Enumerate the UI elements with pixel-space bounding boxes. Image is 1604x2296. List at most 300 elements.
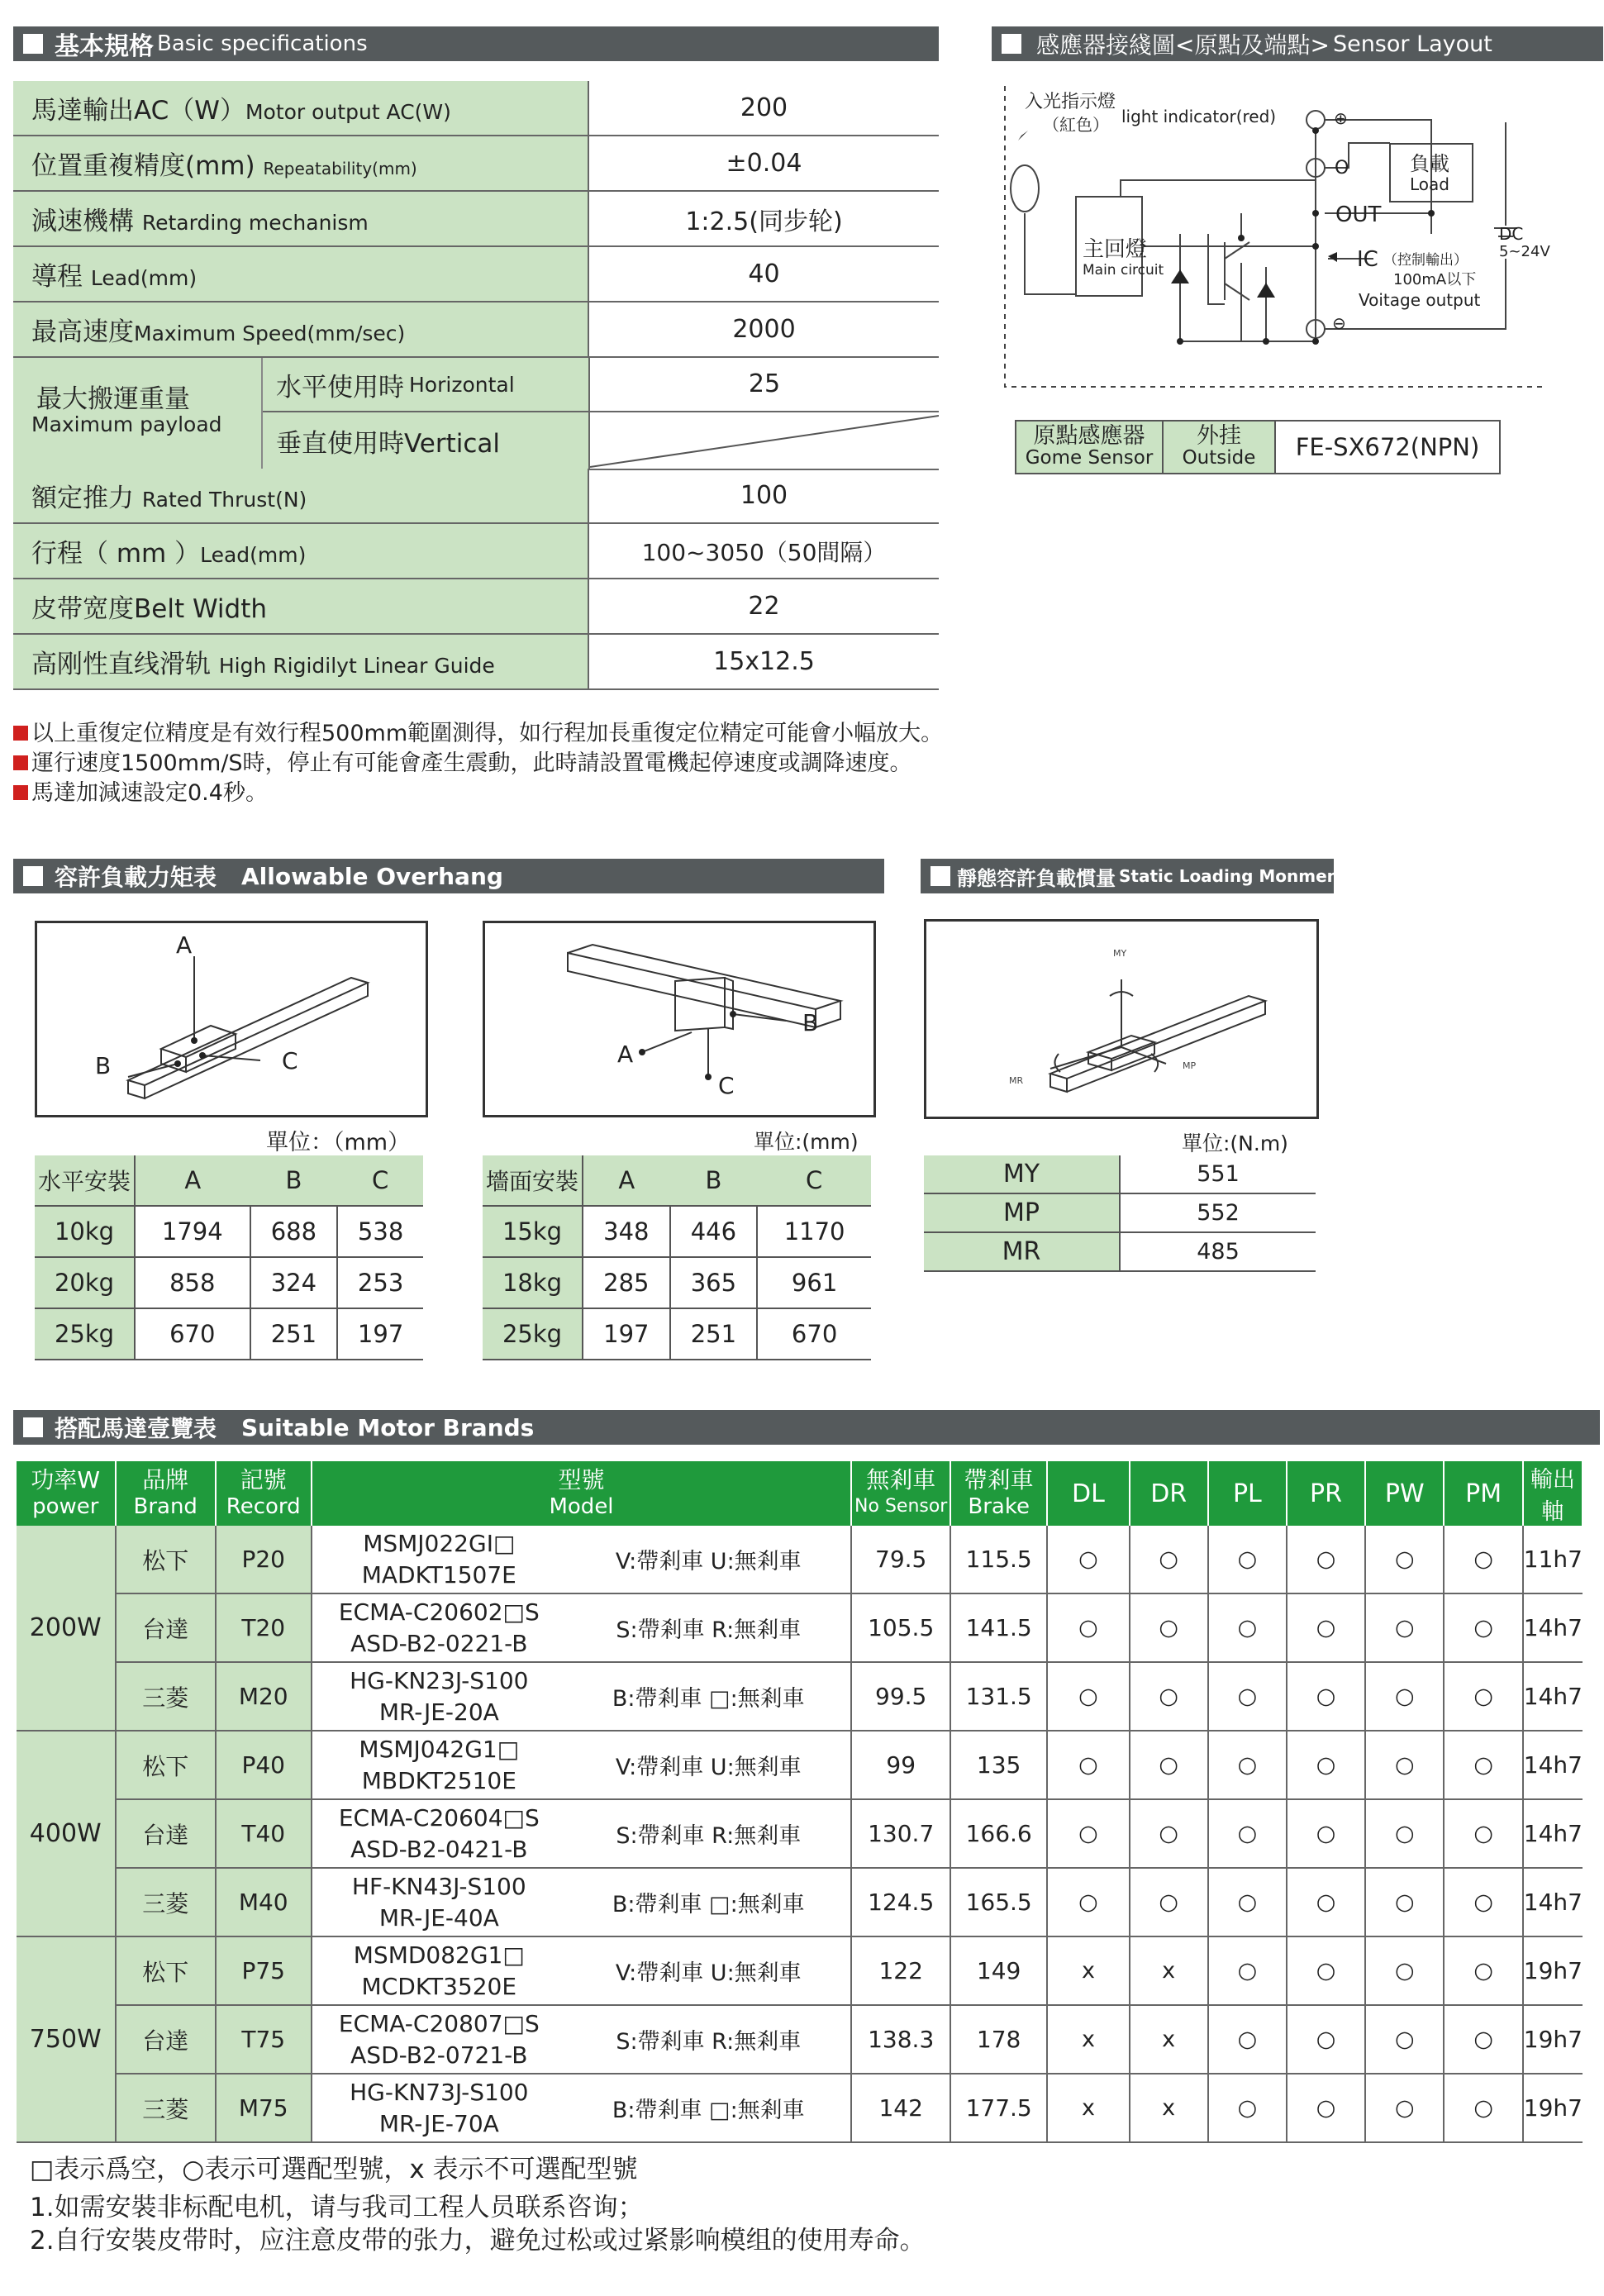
actuator-horizontal-drawing [37,923,426,1115]
spec-label-zh: 馬達輸出AC（W） [31,96,245,126]
brake-length: 149 [950,1936,1047,2005]
option-mark: ○ [1208,2074,1287,2142]
spec-label-en: Retarding mechanism [141,211,369,235]
square-bullet-icon [23,866,43,886]
option-mark: ○ [1365,1936,1444,2005]
sensor-header [992,26,1603,61]
payload-vertical-text: 垂直使用時Vertical [276,428,501,459]
shaft-cell: 14h7 [1523,1593,1583,1662]
payload-vertical-label [263,412,590,469]
table-header-row [17,1461,1583,1526]
table-row [17,1526,1583,1593]
col-shaft: 輸出軸 [1523,1461,1583,1526]
table-row: MP 552 [924,1193,1316,1232]
load-zh: 負載 [1410,152,1449,175]
indicator-en: light indicator(red) [1121,107,1277,126]
spec-value: 1:2.5(同步轮) [588,191,939,246]
option-mark: ○ [1444,2005,1522,2074]
table-row [17,1731,1583,1799]
static-moment-header [921,859,1347,893]
note-item: 馬達加減速設定0.4秒。 [13,779,943,808]
col-dl: DL [1047,1461,1129,1526]
ic-label: IC [1357,247,1378,272]
horizontal-mount-figure [35,921,428,1117]
option-mark: x [1130,1936,1208,2005]
model-line-1: HF-KN43J-S100 [351,1872,526,1900]
specs-header [13,26,939,61]
brake-code-cell: V:帶剎車 U:無剎車 [566,1526,851,1593]
table-row: 15kg 348 446 1170 [483,1206,871,1257]
sensor-mount-en: Outside [1182,447,1256,469]
wall-mount-figure [483,921,876,1117]
table-row [17,1662,1583,1731]
table-row: 18kg 285 365 961 [483,1257,871,1308]
record-cell: M20 [216,1662,312,1731]
brake-length: 166.6 [950,1799,1047,1868]
spec-label-en: Lead(mm) [200,543,307,567]
option-mark: ○ [1047,1799,1129,1868]
indicator-zh-2: （紅色） [1043,115,1109,135]
record-cell: P75 [216,1936,312,2005]
spec-label-zh: 減速機構 [31,207,134,236]
model-cell [312,1731,567,1799]
motor-brands-table [17,1461,1583,2143]
model-cell [312,2074,567,2142]
model-line-1: MSMD082G1□ [353,1941,525,1969]
fig-label-c: C [282,1047,298,1074]
payload-vertical-empty-slash [590,412,939,469]
spec-value: 22 [588,579,939,634]
note-line: 1.如需安裝非标配电机，请与我司工程人员联系咨询； [30,2193,644,2222]
model-cell [312,1662,567,1731]
spec-value: ±0.04 [588,136,939,191]
spec-value: 200 [588,81,939,136]
model-line-2: MR-JE-40A [378,1903,499,1932]
model-line-2: MR-JE-20A [378,1698,499,1726]
brake-code-cell: B:帶剎車 □:無剎車 [566,1868,851,1936]
option-mark: ○ [1444,1526,1522,1593]
record-cell: T40 [216,1799,312,1868]
brand-cell: 松下 [116,1526,216,1593]
model-line-2: ASD-B2-0721-B [350,2041,528,2069]
no-brake-length: 142 [851,2074,950,2142]
spec-notes [13,719,943,808]
shaft-cell: 11h7 [1523,1526,1583,1593]
model-line-2: MADKT1507E [361,1560,516,1589]
brake-length: 141.5 [950,1593,1047,1662]
spec-label-en: Belt Width [134,594,268,624]
sensor-header-en: Sensor Layout [1332,31,1492,57]
dc-range: 5~24V [1499,243,1550,260]
spec-label-zh: 額定推力 [31,483,134,513]
static-moment-unit: 單位:(N.m) [1182,1131,1288,1155]
option-mark: ○ [1365,1799,1444,1868]
note-line: 2.自行安裝皮带时，应注意皮带的张力，避免过松或过紧影响模组的使用寿命。 [30,2226,926,2256]
record-cell: M75 [216,2074,312,2142]
option-mark: ○ [1287,1526,1365,1593]
spec-value: 40 [588,246,939,302]
model-line-1: HG-KN73J-S100 [350,2078,529,2106]
sensor-row [1016,421,1500,474]
option-mark: ○ [1208,1526,1287,1593]
spec-value: 100~3050（50間隔） [588,523,939,579]
horizontal-mount-table [35,1155,423,1360]
model-cell [312,2005,567,2074]
load-en: Load [1410,174,1449,194]
brand-cell: 三菱 [116,2074,216,2142]
option-mark: ○ [1444,1731,1522,1799]
record-cell: T20 [216,1593,312,1662]
col-model: 型號 Model [312,1461,852,1526]
spec-label-zh: 高刚性直线滑轨 [31,650,211,679]
brand-cell: 台達 [116,1593,216,1662]
square-bullet-icon [23,1417,43,1437]
col-pw: PW [1365,1461,1444,1526]
model-cell [312,1868,567,1936]
red-square-icon [13,755,28,770]
brake-code-cell: S:帶剎車 R:無剎車 [566,1799,851,1868]
square-bullet-icon [1002,34,1021,54]
sensor-wiring-diagram [1002,81,1564,395]
static-moment-table [924,1155,1316,1272]
option-mark: ○ [1287,1593,1365,1662]
option-mark: ○ [1365,2005,1444,2074]
option-mark: ○ [1047,1526,1129,1593]
fig-label-mp: MP [1183,1060,1197,1071]
record-cell: T75 [216,2005,312,2074]
shaft-cell: 14h7 [1523,1731,1583,1799]
spec-row [13,191,939,246]
overhang-unit-1: 單位：（mm） [266,1130,411,1155]
option-mark: ○ [1047,1731,1129,1799]
option-mark: ○ [1287,1868,1365,1936]
spec-row [13,246,939,302]
static-moment-header-en: Static Loading Monment [1119,866,1347,886]
out-label: OUT [1335,202,1382,227]
option-mark: ○ [1444,1662,1522,1731]
overhang-header-en: Allowable Overhang [241,862,503,890]
option-mark: ○ [1130,1662,1208,1731]
brand-cell: 松下 [116,1731,216,1799]
model-cell [312,1526,567,1593]
power-cell: 750W [17,1936,116,2142]
payload-horizontal-zh: 水平使用時 [276,372,404,403]
table-header-row [483,1155,871,1206]
square-bullet-icon [931,866,950,886]
brake-code-cell: B:帶剎車 □:無剎車 [566,2074,851,2142]
fig-label-mr: MR [1009,1075,1024,1086]
table-header-row [35,1155,423,1206]
red-square-icon [13,726,28,741]
fig-label-a: A [617,1041,634,1068]
option-mark: x [1130,2074,1208,2142]
main-circuit-en: Main circuit [1083,262,1164,279]
option-mark: ○ [1130,1799,1208,1868]
no-brake-length: 99.5 [851,1662,950,1731]
record-cell: P20 [216,1526,312,1593]
spec-label-zh: 皮带宽度 [31,594,134,624]
motor-table-body [17,1526,1583,2142]
model-line-2: ASD-B2-0421-B [350,1835,528,1863]
model-line-2: MBDKT2510E [361,1766,516,1794]
spec-row [13,523,939,579]
spec-value: 15x12.5 [588,634,939,689]
col-brand: 品牌 Brand [116,1461,216,1526]
spec-row [13,81,939,136]
spec-row [13,579,939,634]
option-mark: ○ [1287,1936,1365,2005]
motors-header-en: Suitable Motor Brands [241,1413,535,1441]
sensor-model: FE-SX672(NPN) [1275,421,1500,474]
brake-length: 177.5 [950,2074,1047,2142]
option-mark: ○ [1047,1868,1129,1936]
brake-code-cell: V:帶剎車 U:無剎車 [566,1731,851,1799]
option-mark: ○ [1130,1526,1208,1593]
col-header: B [250,1155,338,1206]
spec-value: 2000 [588,302,939,357]
terminal-minus: ⊖ [1332,313,1346,333]
shaft-cell: 14h7 [1523,1662,1583,1731]
spec-label-zh: 導程 [31,262,83,292]
brake-code-cell: V:帶剎車 U:無剎車 [566,1936,851,2005]
fig-label-c: C [718,1072,735,1099]
brand-cell: 台達 [116,1799,216,1868]
model-cell [312,1799,567,1868]
table-row [17,2074,1583,2142]
model-line-2: ASD-B2-0221-B [350,1629,528,1657]
table-row [17,1868,1583,1936]
brake-length: 115.5 [950,1526,1047,1593]
payload-label-en: Maximum payload [31,412,222,436]
table-row: 10kg 1794 688 538 [35,1206,423,1257]
spec-row [13,634,939,689]
note-item: 以上重復定位精度是有效行程500mm範圍測得，如行程加長重復定位精定可能會小幅放大。 [13,719,943,749]
spec-label-en: High Rigidilyt Linear Guide [218,654,495,678]
option-mark: ○ [1208,1662,1287,1731]
shaft-cell: 19h7 [1523,2005,1583,2074]
note-item: 運行速度1500mm/S時，停止有可能會產生震動，此時請設置電機起停速度或調降速度。 [13,749,943,779]
option-mark: ○ [1208,1731,1287,1799]
option-mark: x [1130,2005,1208,2074]
option-mark: ○ [1208,1593,1287,1662]
option-mark: ○ [1287,1731,1365,1799]
option-mark: ○ [1208,1799,1287,1868]
sensor-type-en: Gome Sensor [1025,447,1154,469]
sensor-header-zh: 感應器接綫圖<原點及端點> [1036,31,1330,59]
overhang-header-zh: 容許負載力矩表 [55,864,217,891]
record-cell: M40 [216,1868,312,1936]
spec-label-zh: 行程（ mm ） [31,539,201,569]
option-mark: ○ [1444,1799,1522,1868]
model-line-1: MSMJ022GI□ [363,1529,516,1557]
brake-length: 131.5 [950,1662,1047,1731]
col-pr: PR [1287,1461,1365,1526]
option-mark: x [1047,2005,1129,2074]
horizontal-title: 水平安裝 [35,1155,135,1206]
fig-label-b: B [802,1009,819,1036]
indicator-zh: 入光指示燈 [1025,92,1116,112]
payload-label-zh: 最大搬運重量 [36,384,190,414]
fig-label-a: A [176,931,193,959]
payload-horizontal-value: 25 [590,358,939,412]
terminal-plus: ⊕ [1334,108,1348,128]
option-mark: ○ [1444,1868,1522,1936]
option-mark: ○ [1287,1799,1365,1868]
col-power: 功率W power [17,1461,116,1526]
specs-table [13,81,939,358]
spec-row [13,469,939,523]
brand-cell: 松下 [116,1936,216,2005]
payload-block [13,358,939,470]
square-bullet-icon [23,34,43,54]
col-header: A [583,1155,670,1206]
shaft-cell: 14h7 [1523,1799,1583,1868]
spec-label-zh: 最高速度 [31,317,134,347]
brake-code-cell: S:帶剎車 R:無剎車 [566,2005,851,2074]
option-mark: ○ [1130,1731,1208,1799]
table-row: MR 485 [924,1232,1316,1271]
option-mark: ○ [1287,1662,1365,1731]
col-pl: PL [1208,1461,1287,1526]
option-mark: ○ [1365,1868,1444,1936]
option-mark: ○ [1130,1593,1208,1662]
table-row: 20kg 858 324 253 [35,1257,423,1308]
voltage-output: Voitage output [1359,290,1481,310]
col-header: A [135,1155,250,1206]
shaft-cell: 19h7 [1523,2074,1583,2142]
model-cell [312,1593,567,1662]
overhang-unit-2: 單位:(mm) [754,1130,859,1154]
col-brake: 帶剎車 Brake [950,1461,1047,1526]
option-mark: x [1047,1936,1129,2005]
option-mark: ○ [1365,1731,1444,1799]
model-line-1: ECMA-C20602□S [338,1598,540,1626]
option-mark: ○ [1208,2005,1287,2074]
no-brake-length: 79.5 [851,1526,950,1593]
ic-ma: 100mA以下 [1393,271,1477,288]
no-brake-length: 105.5 [851,1593,950,1662]
table-row [17,2005,1583,2074]
brake-length: 165.5 [950,1868,1047,1936]
sensor-table [1015,420,1501,474]
option-mark: ○ [1047,1662,1129,1731]
moment-axes-drawing [926,922,1316,1117]
table-row [17,1593,1583,1662]
dc-label: DC [1499,224,1524,244]
model-line-1: HG-KN23J-S100 [350,1666,529,1694]
spec-row [13,302,939,357]
option-mark: ○ [1365,1662,1444,1731]
brand-cell: 台達 [116,2005,216,2074]
col-header: B [670,1155,758,1206]
model-line-1: MSMJ042G1□ [359,1735,520,1763]
motors-header [13,1410,1600,1445]
specs-header-en: Basic specifications [157,31,368,56]
option-mark: ○ [1365,1593,1444,1662]
brand-cell: 三菱 [116,1868,216,1936]
power-cell: 400W [17,1731,116,1936]
power-cell: 200W [17,1526,116,1731]
brake-code-cell: S:帶剎車 R:無剎車 [566,1593,851,1662]
option-mark: ○ [1208,1868,1287,1936]
col-pm: PM [1444,1461,1522,1526]
actuator-wall-drawing [485,923,873,1115]
col-header: C [337,1155,423,1206]
option-mark: ○ [1444,2074,1522,2142]
footer-notes [30,2153,926,2257]
fig-label-my: MY [1113,948,1127,959]
fig-label-b: B [95,1052,112,1079]
spec-label-en: Lead(mm) [90,266,198,290]
overhang-header [13,859,884,893]
option-mark: ○ [1365,1526,1444,1593]
model-line-2: MCDKT3520E [361,1972,517,2000]
option-mark: ○ [1287,2074,1365,2142]
brake-length: 135 [950,1731,1047,1799]
col-header: C [757,1155,871,1206]
shaft-cell: 14h7 [1523,1868,1583,1936]
spec-row [13,136,939,191]
option-mark: ○ [1365,2074,1444,2142]
specs-table-2 [13,469,939,690]
no-brake-length: 99 [851,1731,950,1799]
specs-header-zh: 基本規格 [55,32,154,61]
model-line-2: MR-JE-70A [378,2109,499,2137]
brake-length: 178 [950,2005,1047,2074]
option-mark: ○ [1444,1593,1522,1662]
option-mark: x [1047,2074,1129,2142]
no-brake-length: 124.5 [851,1868,950,1936]
static-moment-header-zh: 靜態容許負載慣量 [957,866,1116,890]
red-square-icon [13,785,28,800]
sensor-mount-zh: 外挂 [1197,423,1241,449]
ic-note: （控制輸出） [1383,252,1468,269]
col-dr: DR [1130,1461,1208,1526]
option-mark: ○ [1444,1936,1522,2005]
payload-horizontal-en: Horizontal [409,372,515,397]
legend-line: □表示爲空，○表示可選配型號，x 表示不可選配型號 [30,2155,638,2184]
model-line-1: ECMA-C20604□S [338,1803,540,1832]
wall-title: 墻面安裝 [483,1155,583,1206]
table-row [17,1799,1583,1868]
no-brake-length: 138.3 [851,2005,950,2074]
wall-mount-table [483,1155,871,1360]
payload-horizontal-label [263,358,590,412]
static-moment-figure [924,919,1319,1119]
motors-header-zh: 搭配馬達壹覽表 [55,1415,217,1442]
terminal-o: O [1335,158,1349,179]
spec-label-en: Repeatability(mm) [263,159,417,179]
table-row [17,1936,1583,2005]
option-mark: ○ [1208,1936,1287,2005]
no-brake-length: 122 [851,1936,950,2005]
payload-label [13,358,263,469]
col-record: 記號 Record [216,1461,312,1526]
option-mark: ○ [1130,1868,1208,1936]
brake-code-cell: B:帶剎車 □:無剎車 [566,1662,851,1731]
table-row: MY 551 [924,1155,1316,1193]
shaft-cell: 19h7 [1523,1936,1583,2005]
model-line-1: ECMA-C20807□S [338,2009,540,2037]
spec-label-en: Motor output AC(W) [245,100,451,124]
option-mark: ○ [1047,1593,1129,1662]
model-cell [312,1936,567,2005]
spec-label-zh: 位置重複精度(mm) [31,151,255,181]
no-brake-length: 130.7 [851,1799,950,1868]
main-circuit-zh: 主回燈 [1083,237,1148,262]
option-mark: ○ [1287,2005,1365,2074]
spec-label-en: Rated Thrust(N) [141,488,307,512]
